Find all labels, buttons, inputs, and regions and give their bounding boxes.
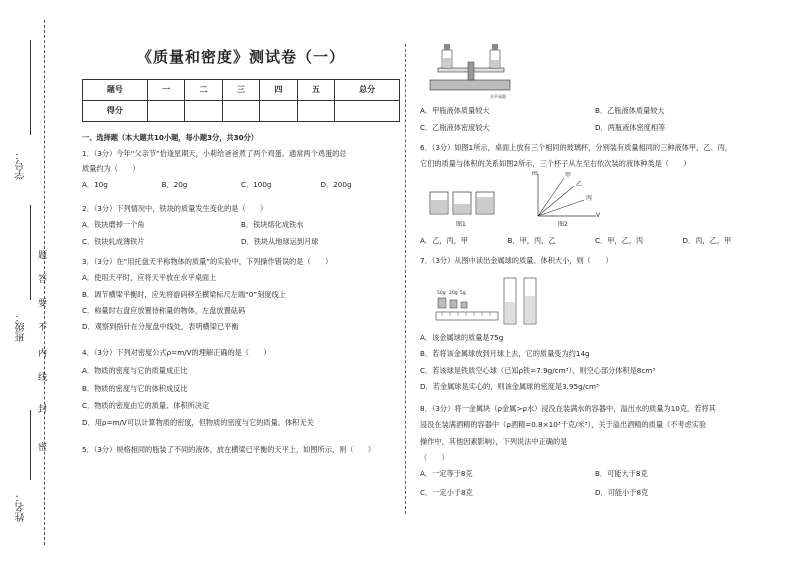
option: B．可能大于8克: [595, 469, 648, 479]
option-list: [82, 180, 400, 189]
option: A．使用天平时，应将天平放在水平桌面上: [82, 273, 217, 283]
score-cell: [260, 101, 297, 122]
question-stem: 质量约为（ ）: [82, 164, 140, 174]
question-stem: 操作中，其他因素影响），下列说法中正确的是: [420, 436, 568, 446]
option-list: [82, 366, 400, 427]
option: B．20g: [161, 179, 188, 189]
xuehao-label: 学号：: [16, 150, 27, 180]
question-stem: 5．（3分）规格相同的瓶装了不同的液体，放在横梁已平衡的天平上，如图所示，则（ ）: [82, 445, 376, 454]
option-list: [420, 236, 770, 245]
seal-char: 内: [38, 349, 48, 359]
question-stem: 4．（3分）下列对密度公式ρ=m/V的理解正确的是（ ）: [82, 348, 271, 357]
question-1: [82, 149, 400, 189]
seal-char: 不: [38, 323, 48, 333]
option: D．200g: [320, 179, 352, 189]
option: B．调节横梁平衡时，应先将游码移至横梁标尺左端“0”刻度线上: [82, 289, 286, 299]
xuehao-line: [30, 40, 31, 135]
balance-figure: [428, 42, 518, 100]
seal-char: 题: [38, 251, 48, 261]
score-table: [82, 79, 400, 122]
question-6-options: [420, 236, 770, 245]
right-column: [420, 0, 780, 561]
option-list: [420, 469, 770, 497]
option: A．铁块磨掉一个角: [82, 220, 145, 230]
option: C．甲，乙，丙: [595, 236, 644, 245]
seal-char: 线: [38, 373, 48, 383]
question-7-options: [420, 333, 770, 391]
weights-cylinder-figure: [434, 276, 544, 328]
seal-char: 要: [38, 299, 48, 309]
option-list: [82, 220, 400, 246]
question-stem: （ ）: [420, 453, 449, 463]
question-5: [82, 445, 400, 454]
option-list: [82, 273, 400, 331]
option: D．观察到指针在分度盘中线处，表明横梁已平衡: [82, 322, 239, 332]
line-label: 甲: [565, 172, 572, 179]
line-label: 乙: [576, 181, 583, 188]
seal-char: 答: [38, 275, 48, 285]
figure-label: 图2: [558, 221, 568, 228]
option: A．乙，丙，甲: [420, 236, 469, 245]
option: C．100g: [241, 179, 272, 189]
option: B．铁块熔化成铁水: [241, 220, 304, 230]
question-8: [420, 404, 770, 497]
score-header-cell: 五: [297, 80, 334, 101]
option: D．可能小于8克: [595, 487, 649, 497]
question-stem: 3．（3分）在“用托盘天平称物体的质量”的实验中，下列操作错误的是（ ）: [82, 257, 333, 266]
score-cell: [147, 101, 184, 122]
seal-char: 密: [38, 443, 48, 453]
left-column: [82, 0, 400, 561]
question-stem: 2．（3分）下列情况中，铁块的质量发生变化的是（ ）: [82, 204, 268, 213]
option: D．两瓶液体密度相等: [595, 123, 666, 133]
score-header-cell: 题号: [83, 80, 148, 101]
option: A．10g: [82, 179, 108, 189]
option: B．乙瓶液体质量较大: [595, 106, 665, 115]
option: D．铁块从地球运到月球: [241, 236, 319, 246]
option: C．称量时右盘应放置待称量的物体，左盘放置砝码: [82, 306, 246, 316]
axis-label-m: m: [532, 170, 538, 177]
question-stem: 6．（3分）如图1所示，桌面上放有三个相同的玻璃杯，分别装有质量相同的三种液体甲、乙、丙，: [420, 143, 732, 152]
question-stem: 7．（3分）从图中读出金属球的质量、体积大小，则（ ）: [420, 256, 613, 265]
score-header-cell: 四: [260, 80, 297, 101]
question-stem: 1．（3分）今年“父亲节”恰逢星期天，小莉给爸爸煮了两个鸡蛋。通常两个鸡蛋的总: [82, 149, 347, 158]
question-7: [420, 256, 770, 265]
score-header-cell: 一: [147, 80, 184, 101]
banji-line: [30, 205, 31, 300]
score-cell: [335, 101, 400, 122]
score-header-cell: 总分: [335, 80, 400, 101]
option: D．若金属球是实心的，则该金属球的密度是3.95g/cm³: [420, 382, 599, 392]
option: D．用ρ=m/V可以计算物质的密度，但物质的密度与它的质量、体积无关: [82, 418, 314, 428]
option: D．丙，乙，甲: [682, 236, 732, 245]
option: B．甲，丙，乙: [507, 236, 556, 245]
axis-label-v: V: [596, 212, 601, 219]
cups-figure: [428, 188, 498, 222]
question-6: [420, 143, 770, 169]
binding-margin: [0, 0, 60, 561]
figure-caption: 水平桌面: [490, 94, 506, 99]
option: A．该金属球的质量是75g: [420, 333, 504, 342]
option: A．物质的密度与它的质量成正比: [82, 366, 188, 376]
option: C．若该球是铁质空心球（已知ρ铁=7.9g/cm³），则空心部分体积是8cm³: [420, 365, 656, 375]
option: C．一定小于8克: [420, 487, 473, 497]
question-stem: 浸没在装满酒精的容器中（ρ酒精=0.8×10³千克/米³），关于溢出酒精的质量（不考虑实验: [420, 420, 707, 430]
score-header-cell: 二: [185, 80, 222, 101]
option: C．铁块轧成薄铁片: [82, 236, 145, 246]
question-3: [82, 257, 400, 332]
score-row-label: 得分: [83, 101, 148, 122]
option: B．若将该金属球放到月球上去，它的质量变为约14g: [420, 349, 590, 359]
score-header-cell: 三: [222, 80, 259, 101]
question-5-options: [420, 106, 770, 133]
question-stem: 8．（3分）将一金属块（ρ金属>ρ水）浸没在装满水的容器中，溢出水的质量为10克。若将其: [420, 404, 716, 413]
section-heading: 一、选择题（本大题共10小题，每小题3分，共30分）: [82, 133, 258, 142]
question-4: [82, 348, 400, 428]
option: C．乙瓶液体密度较大: [420, 123, 490, 133]
question-2: [82, 204, 400, 246]
banji-label: 班级：: [16, 312, 27, 342]
score-cell: [222, 101, 259, 122]
score-cell: [297, 101, 334, 122]
weight-label: 50g: [437, 291, 446, 296]
xingming-line: [30, 410, 31, 480]
option: C．物质的密度由它的质量、体积所决定: [82, 401, 210, 411]
option-list: [420, 333, 770, 391]
column-divider: [405, 44, 406, 514]
score-cell: [185, 101, 222, 122]
option: B．物质的密度与它的体积成反比: [82, 383, 188, 393]
seal-char: 封: [38, 405, 48, 415]
option: A．甲瓶液体质量较大: [420, 106, 490, 115]
weight-label: 5g: [460, 291, 466, 296]
page-title: 《质量和密度》测试卷（一）: [136, 48, 345, 66]
option-list: [420, 106, 770, 133]
weight-label: 20g: [449, 291, 458, 296]
option: A．一定等于8克: [420, 469, 473, 479]
figure-label: 图1: [456, 221, 466, 228]
xingming-label: 姓名：: [16, 492, 27, 522]
question-stem: 它们的质量与体积的关系如图2所示，三个杯子从左至右依次装的液体种类是（ ）: [420, 159, 691, 169]
line-label: 丙: [586, 195, 593, 202]
